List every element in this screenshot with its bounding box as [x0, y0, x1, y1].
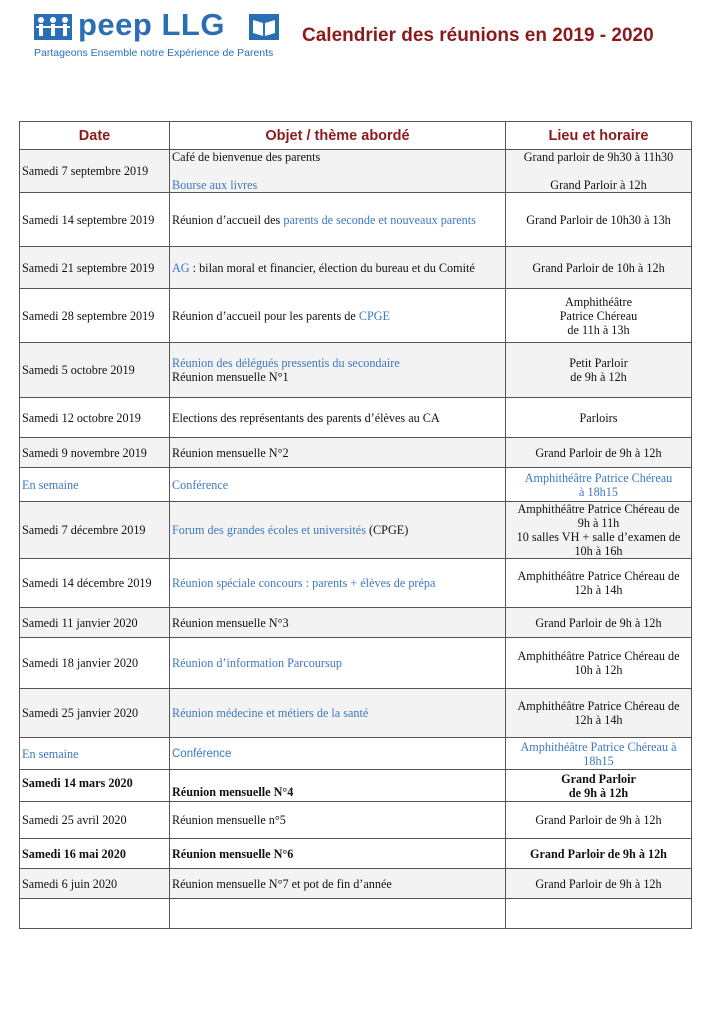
page-title: Calendrier des réunions en 2019 - 2020 [302, 25, 654, 46]
row-objet: Réunion mensuelle N°3 [170, 608, 506, 638]
row-date: Samedi 9 novembre 2019 [20, 438, 170, 468]
row-objet [170, 343, 506, 398]
objet-link[interactable]: CPGE [358, 308, 390, 323]
objet-line: Café de bienvenue des parents [172, 150, 321, 164]
row-objet [170, 502, 506, 559]
row-objet: Elections des représentants des parents d’élèves au CA [170, 398, 506, 438]
row-objet: Réunion mensuelle N°2 [170, 438, 506, 468]
row-lieu [506, 343, 692, 398]
column-header-objet: Objet / thème abordé [170, 122, 506, 150]
row-lieu [506, 289, 692, 343]
row-objet [170, 899, 506, 929]
row-date: Samedi 12 octobre 2019 [20, 398, 170, 438]
row-objet: Réunion mensuelle N°4 [170, 770, 506, 802]
table-row [20, 559, 692, 608]
table-header-row [20, 122, 692, 150]
lieu-line: Amphithéâtre Patrice Chéreau de [517, 502, 680, 516]
table-row [20, 247, 692, 289]
row-date: En semaine [20, 738, 170, 770]
row-date: Samedi 16 mai 2020 [20, 839, 170, 869]
table-row [20, 638, 692, 689]
row-lieu: Grand Parloir de 9h à 12h [506, 802, 692, 839]
row-objet: Réunion mensuelle N°6 [170, 839, 506, 869]
row-objet [170, 289, 506, 343]
row-objet: Réunion mensuelle N°7 et pot de fin d’année [170, 869, 506, 899]
table-row [20, 398, 692, 438]
logo-text: peep LLG [78, 7, 225, 42]
row-lieu [506, 559, 692, 608]
row-objet [170, 150, 506, 193]
book-icon [249, 14, 279, 40]
lieu-line: 10h à 12h [574, 663, 623, 677]
lieu-line: 12h à 14h [574, 713, 623, 727]
lieu-line: 12h à 14h [574, 583, 623, 597]
row-lieu: Grand Parloir de 10h à 12h [506, 247, 692, 289]
lieu-line: de 9h à 12h [568, 785, 629, 800]
objet-link[interactable]: parents de seconde et nouveaux parents [283, 212, 476, 227]
row-lieu [506, 502, 692, 559]
row-objet [170, 193, 506, 247]
row-date: Samedi 14 septembre 2019 [20, 193, 170, 247]
row-date: Samedi 21 septembre 2019 [20, 247, 170, 289]
lieu-line: 10h à 16h [574, 544, 623, 558]
objet-text: Réunion d’accueil des [172, 212, 284, 227]
table-row [20, 343, 692, 398]
lieu-line: 9h à 11h [577, 516, 620, 530]
objet-link[interactable]: Bourse aux livres [172, 178, 258, 192]
row-lieu [506, 899, 692, 929]
lieu-line: Patrice Chéreau [559, 308, 638, 323]
objet-text: Réunion d’accueil pour les parents de [172, 308, 359, 323]
row-lieu [506, 468, 692, 502]
row-objet[interactable]: Réunion d’information Parcoursup [170, 638, 506, 689]
table-row [20, 689, 692, 738]
table-row [20, 839, 692, 869]
row-date: Samedi 7 septembre 2019 [20, 150, 170, 193]
column-header-date: Date [20, 122, 170, 150]
objet-link[interactable]: Réunion des délégués pressentis du secondaire [172, 356, 400, 370]
table-row [20, 608, 692, 638]
row-date: Samedi 18 janvier 2020 [20, 638, 170, 689]
table-row [20, 438, 692, 468]
row-lieu: Grand Parloir de 9h à 12h [506, 869, 692, 899]
lieu-line: Amphithéâtre [564, 294, 632, 309]
row-objet[interactable]: Réunion spéciale concours : parents + élèves de prépa [170, 559, 506, 608]
table-row-empty [20, 899, 692, 929]
row-date: Samedi 6 juin 2020 [20, 869, 170, 899]
table-row [20, 770, 692, 802]
logo-tagline: Partageons Ensemble notre Expérience de Parents [34, 47, 274, 59]
objet-link[interactable]: Forum des grandes écoles et universités [172, 523, 366, 537]
lieu-line: 18h15 [583, 753, 614, 768]
objet-text: (CPGE) [365, 523, 409, 537]
row-lieu [506, 150, 692, 193]
lieu-line: Amphithéâtre Patrice Chéreau à [520, 739, 677, 754]
lieu-line: Amphithéâtre Patrice Chéreau de [517, 699, 680, 713]
row-lieu [506, 770, 692, 802]
lieu-line: Amphithéâtre Patrice Chéreau [524, 470, 673, 485]
objet-line: Réunion mensuelle N°1 [172, 370, 289, 384]
row-date [20, 899, 170, 929]
table-row [20, 869, 692, 899]
row-date: Samedi 25 janvier 2020 [20, 689, 170, 738]
row-lieu: Grand Parloir de 9h à 12h [506, 608, 692, 638]
row-objet [170, 247, 506, 289]
row-date: Samedi 7 décembre 2019 [20, 502, 170, 559]
table-row [20, 738, 692, 770]
objet-link[interactable]: AG [172, 260, 190, 275]
lieu-line: Grand Parloir à 12h [550, 178, 647, 192]
row-lieu [506, 638, 692, 689]
lieu-line: de 9h à 12h [570, 370, 627, 384]
row-lieu: Grand Parloir de 10h30 à 13h [506, 193, 692, 247]
row-lieu: Grand Parloir de 9h à 12h [506, 438, 692, 468]
table-row [20, 289, 692, 343]
row-lieu [506, 689, 692, 738]
lieu-line: 10 salles VH + salle d’examen de [516, 530, 681, 544]
row-date: Samedi 14 décembre 2019 [20, 559, 170, 608]
row-date: Samedi 25 avril 2020 [20, 802, 170, 839]
row-date: En semaine [20, 468, 170, 502]
table-row [20, 468, 692, 502]
column-header-lieu: Lieu et horaire [506, 122, 692, 150]
row-date: Samedi 14 mars 2020 [20, 770, 170, 802]
peep-llg-logo [34, 7, 284, 62]
row-lieu [506, 738, 692, 770]
table-row [20, 193, 692, 247]
row-date: Samedi 5 octobre 2019 [20, 343, 170, 398]
lieu-line: Petit Parloir [569, 356, 628, 370]
row-objet[interactable]: Conférence [170, 738, 506, 770]
lieu-line: à 18h15 [579, 484, 618, 499]
lieu-line: Grand Parloir [561, 771, 636, 786]
table-row [20, 502, 692, 559]
lieu-line: Amphithéâtre Patrice Chéreau de [517, 569, 680, 583]
meetings-table [19, 121, 692, 929]
people-icon [34, 14, 72, 40]
table-row [20, 150, 692, 193]
lieu-line: Grand parloir de 9h30 à 11h30 [523, 150, 674, 164]
page-header [34, 7, 684, 66]
objet-text: : bilan moral et financier, élection du bureau et du Comité [189, 260, 475, 275]
table-row [20, 802, 692, 839]
lieu-line: Amphithéâtre Patrice Chéreau de [517, 649, 680, 663]
row-objet[interactable]: Réunion médecine et métiers de la santé [170, 689, 506, 738]
row-objet[interactable]: Conférence [170, 468, 506, 502]
row-objet: Réunion mensuelle n°5 [170, 802, 506, 839]
row-date: Samedi 28 septembre 2019 [20, 289, 170, 343]
row-lieu: Parloirs [506, 398, 692, 438]
row-lieu: Grand Parloir de 9h à 12h [506, 839, 692, 869]
lieu-line: de 11h à 13h [567, 322, 630, 337]
row-date: Samedi 11 janvier 2020 [20, 608, 170, 638]
